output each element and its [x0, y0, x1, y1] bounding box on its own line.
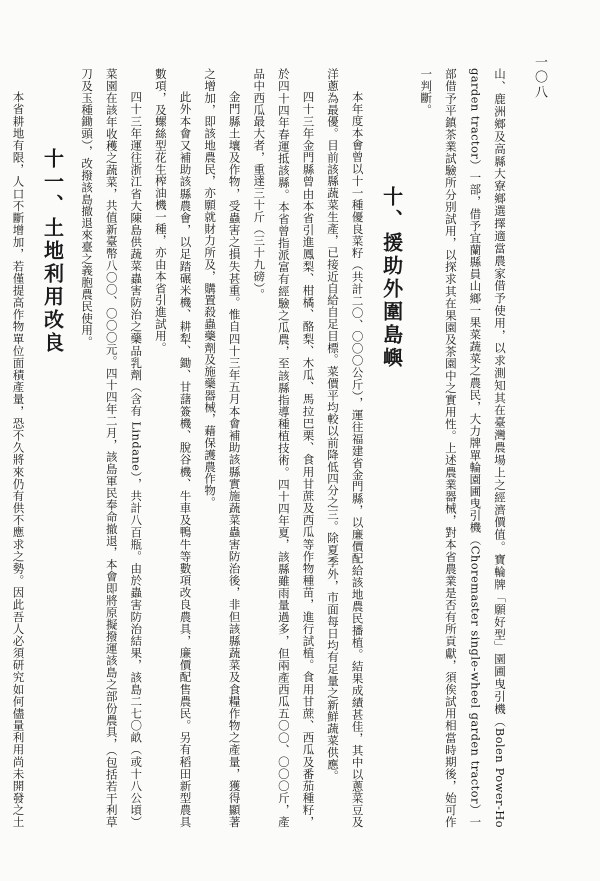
paragraph: 金門縣土壤及作物，受蟲害之損失甚重。惟自四十三年五月本會補助該縣實施蔬菜蟲害防治後，非但該縣蔬菜及食糧作物之產量，獲得顯著之增加，即該地農民，亦願就財力所及，購置殺蟲藥劑及施藥器械，藉保護農作物。 — [203, 68, 242, 828]
paragraph: 本省耕地有限，人口不斷增加，若僅提高作物單位面積產量，恐不久將來仍有供不應求之勢。因此吾人必須研究如何儘量利用尚未開發之土 — [11, 91, 26, 828]
section-heading-land-use: 十一、土地利用改良 — [40, 148, 65, 355]
vertical-text-body — [11, 68, 512, 828]
paragraph: 四十三年金門縣曾由本省引進鳳梨、柑橘、酪梨、木瓜、馬拉巴栗、食用甘蔗及西瓜等作物種苗，進行試植。食用甘蔗、西瓜及番茄種籽，於四十四年春運抵該縣。本省曾指派富有經驗之瓜農，至該縣指導種植技術。四十四年夏，該縣雖雨量過多，但兩產西瓜五〇〇、〇〇〇斤，產品中西瓜最大者，重達三十斤（三十九磅）。 — [252, 68, 316, 828]
paragraph: 四十三年運往浙江省大陳島供蔬菜蟲害防治之藥品乳劑（含有 Lindane），共計八百瓶。由於蟲害防治結果，該島二七〇畝（或十八公頃）菜園在該年收穫之蔬菜，共值新臺幣八〇〇、〇〇〇元。四十四年二月，該島軍民奉命撤退，本會即將原擬撥運該島之部份農具，（包括若干利草刀及玉種鋤頭），改撥該島撤退來臺之義胞農民使用。 — [80, 68, 144, 828]
paragraph: 本年度本會曾以十一種優良菜籽（共計二〇、〇〇〇公斤），運往福建省金門縣，以廉價配給該地農民播植。結果成績甚佳，其中以蔥菜豆及洋蔥為最優。目前該縣蔬菜生產，已接近自給自足目標。菜價平均較以前降低四分之三。除夏季外，市面每日均有足量之新鮮蔬菜供應。 — [326, 68, 365, 828]
page-number: 一〇八 — [532, 55, 547, 100]
paragraph: 此外本會又補助該縣農會，以足踏碾米機、耕犁、鋤、甘藷簽機、脫谷機、牛車及鴨牛等數項改良農具，廉價配售農民。另有稻田新型農具數項，及螺絲型花生榨油機一種，亦由本省引進試用。 — [153, 68, 193, 828]
paragraph: 山、鹿洲鄉及高縣大寮鄉選擇適當農家借予使用，以求測知其在臺灣農場上之經濟價值。寶輪牌「願好型」園圃曳引機（Bolen Power-Ho garden tractor）一部，借予宜蘭縣員山鄉一果菜蔬菜之農民，大力牌單輪園圃曳引機（Choremaster single-wheel garden tractor）一部借予平鎮茶業試驗所分別試用，以探求其在果園及茶園中之實用性。上述農業器械，對本省農業是否有所貢獻，須俟試用相當時期後，始可作一判斷。 — [419, 68, 507, 828]
section-heading-aid-islands: 十、援助外圍島嶼 — [379, 186, 404, 370]
